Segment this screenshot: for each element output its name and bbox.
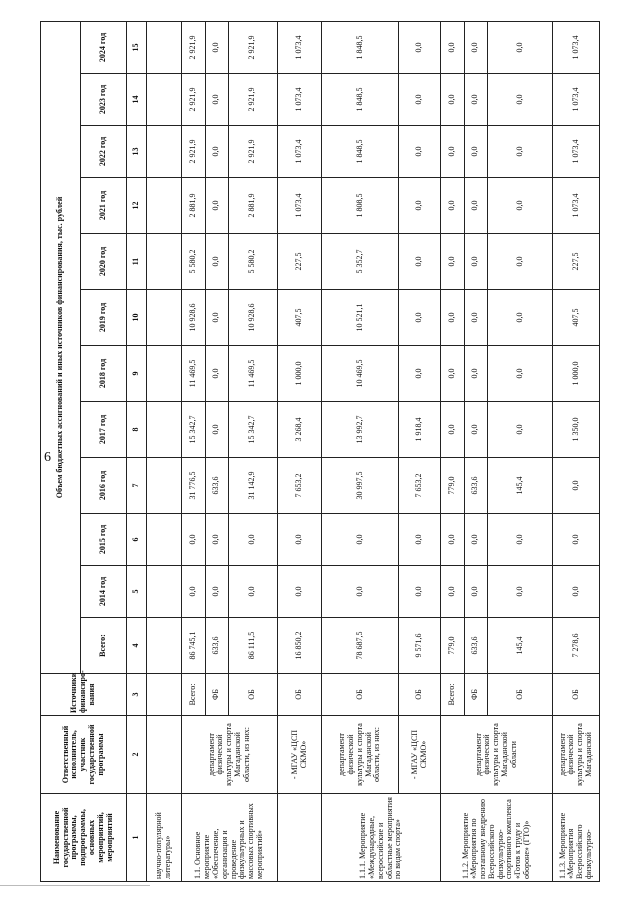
value-cell: 2 921,9 xyxy=(228,74,277,126)
value-cell: 0,0 xyxy=(182,566,205,618)
header-year: 2016 год xyxy=(80,458,127,514)
value-cell: 0,0 xyxy=(205,234,228,290)
source-cell: ОБ xyxy=(228,674,277,716)
value-cell: 0,0 xyxy=(441,178,464,234)
value-cell: 1 073,4 xyxy=(553,74,600,126)
value-cell: 0,0 xyxy=(399,234,441,290)
value-cell: 0,0 xyxy=(205,126,228,178)
column-index: 3 xyxy=(127,674,147,716)
value-cell: 31 776,5 xyxy=(182,458,205,514)
value-cell: 0,0 xyxy=(205,402,228,458)
value-cell: 0,0 xyxy=(205,566,228,618)
value-cell: 0,0 xyxy=(399,346,441,402)
value-cell: 0,0 xyxy=(553,514,600,566)
value-cell: 779,0 xyxy=(441,618,464,674)
source-cell: ОБ xyxy=(322,674,399,716)
value-cell: 0,0 xyxy=(441,234,464,290)
value-cell: 1 000,0 xyxy=(277,346,321,402)
value-cell: 0,0 xyxy=(228,566,277,618)
value-cell: 2 881,9 xyxy=(228,178,277,234)
value-cell: 1 073,4 xyxy=(553,126,600,178)
value-cell: 0,0 xyxy=(277,514,321,566)
header-year: 2023 год xyxy=(80,74,127,126)
value-cell: 7 278,6 xyxy=(553,618,600,674)
value-cell: 0,0 xyxy=(399,514,441,566)
program-name-cell: научно-популярной литературы» xyxy=(147,794,182,882)
program-name-cell: 1.1.2. Мероприятие «Мероприятия по поэтапному внедрению Всероссийского физкультурно-спортивного комплекса «Готов к труду и обороне» (ГТО)» xyxy=(441,794,553,882)
value-cell: 9 571,6 xyxy=(399,618,441,674)
header-executor: Ответственный исполнитель, участник государственной программы xyxy=(41,716,127,794)
value-cell: 145,4 xyxy=(487,458,552,514)
value-cell: 0,0 xyxy=(487,234,552,290)
table-row xyxy=(182,21,205,881)
value-cell: 145,4 xyxy=(487,618,552,674)
value-cell: 11 469,5 xyxy=(182,346,205,402)
value-cell: 0,0 xyxy=(182,514,205,566)
column-index: 7 xyxy=(127,458,147,514)
value-cell: 0,0 xyxy=(464,346,487,402)
value-cell: 0,0 xyxy=(399,126,441,178)
value-cell: 2 881,9 xyxy=(182,178,205,234)
value-cell: 779,0 xyxy=(441,458,464,514)
value-cell: 10 928,6 xyxy=(182,290,205,346)
value-cell: 0,0 xyxy=(399,21,441,73)
program-name-cell: 1.1.3. Мероприятие «Мероприятия Всероссийского физкультурно- xyxy=(553,794,600,882)
value-cell: 0,0 xyxy=(322,566,399,618)
column-index: 2 xyxy=(127,716,147,794)
column-index: 14 xyxy=(127,74,147,126)
column-index: 4 xyxy=(127,618,147,674)
column-index: 8 xyxy=(127,402,147,458)
source-cell: Всего: xyxy=(441,674,464,716)
header-name: Наименование государственной программы, подпрограммы, основных мероприятий, мероприятий xyxy=(41,794,127,882)
value-cell: 0,0 xyxy=(277,566,321,618)
executor-cell: департамент физической культуры и спорта Магаданской области, из них: xyxy=(182,716,278,794)
value-cell: 10 469,5 xyxy=(322,346,399,402)
scan-edge-line xyxy=(0,885,150,886)
value-cell: 0,0 xyxy=(464,178,487,234)
value-cell: 0,0 xyxy=(464,290,487,346)
column-index: 15 xyxy=(127,21,147,73)
value-cell: 0,0 xyxy=(441,402,464,458)
source-cell: ФБ xyxy=(205,674,228,716)
value-cell: 0,0 xyxy=(464,21,487,73)
value-cell: 78 687,5 xyxy=(322,618,399,674)
header-total: Всего: xyxy=(80,618,127,674)
column-index: 12 xyxy=(127,178,147,234)
value-cell: 5 580,2 xyxy=(228,234,277,290)
program-name-cell: 1.1.1. Мероприятие «Международные, всероссийские и областные мероприятия по видам спорта» xyxy=(322,794,441,882)
header-year: 2015 год xyxy=(80,514,127,566)
value-cell: 0,0 xyxy=(322,514,399,566)
value-cell: 0,0 xyxy=(441,346,464,402)
source-cell: ОБ xyxy=(399,674,441,716)
column-index: 6 xyxy=(127,514,147,566)
header-source: Источники финансиро-вания xyxy=(41,674,127,716)
value-cell: 0,0 xyxy=(487,290,552,346)
value-cell: 0,0 xyxy=(487,178,552,234)
value-cell: 1 000,0 xyxy=(553,346,600,402)
value-cell: 11 469,5 xyxy=(228,346,277,402)
value-cell: 0,0 xyxy=(487,346,552,402)
header-year: 2014 год xyxy=(80,566,127,618)
table-row xyxy=(441,21,464,881)
executor-cell: департамент физической культуры и спорта Магаданской области, из них: xyxy=(322,716,399,794)
header-year: 2020 год xyxy=(80,234,127,290)
value-cell: 10 928,6 xyxy=(228,290,277,346)
value-cell: 10 521,1 xyxy=(322,290,399,346)
source-cell: ОБ xyxy=(553,674,600,716)
value-cell: 15 342,7 xyxy=(182,402,205,458)
value-cell: 0,0 xyxy=(487,126,552,178)
value-cell: 633,6 xyxy=(464,618,487,674)
value-cell: 86 111,5 xyxy=(228,618,277,674)
header-year: 2019 год xyxy=(80,290,127,346)
rotated-table-container xyxy=(40,22,600,882)
funding-table xyxy=(40,21,600,882)
header-year: 2022 год xyxy=(80,126,127,178)
value-cell: 0,0 xyxy=(205,178,228,234)
value-cell: 0,0 xyxy=(441,21,464,73)
value-cell: 1 350,0 xyxy=(553,402,600,458)
value-cell: 30 997,5 xyxy=(322,458,399,514)
source-cell: ОБ xyxy=(487,674,552,716)
header-year: 2024 год xyxy=(80,21,127,73)
value-cell: 1 073,4 xyxy=(277,21,321,73)
value-cell: 0,0 xyxy=(205,74,228,126)
column-index: 13 xyxy=(127,126,147,178)
value-cell: 407,5 xyxy=(553,290,600,346)
value-cell: 1 073,4 xyxy=(553,178,600,234)
value-cell: 0,0 xyxy=(464,126,487,178)
value-cell: 227,5 xyxy=(553,234,600,290)
value-cell: 2 921,9 xyxy=(182,126,205,178)
value-cell: 0,0 xyxy=(205,514,228,566)
source-cell: ОБ xyxy=(277,674,321,716)
value-cell: 7 653,2 xyxy=(399,458,441,514)
source-cell: ФБ xyxy=(464,674,487,716)
value-cell: 86 745,1 xyxy=(182,618,205,674)
value-cell: 0,0 xyxy=(487,514,552,566)
value-cell: 0,0 xyxy=(464,234,487,290)
value-cell: 1 848,5 xyxy=(322,21,399,73)
table-row xyxy=(147,21,182,881)
header-year: 2018 год xyxy=(80,346,127,402)
value-cell: 0,0 xyxy=(205,290,228,346)
column-index: 1 xyxy=(127,794,147,882)
executor-cell: департамент физической культуры и спорта Магаданской области xyxy=(441,716,553,794)
header-year: 2017 год xyxy=(80,402,127,458)
value-cell: 5 580,2 xyxy=(182,234,205,290)
value-cell: 16 850,2 xyxy=(277,618,321,674)
value-cell: 0,0 xyxy=(205,21,228,73)
value-cell: 13 992,7 xyxy=(322,402,399,458)
value-cell: 2 921,9 xyxy=(228,21,277,73)
value-cell: 1 918,4 xyxy=(399,402,441,458)
program-name-cell: 1.1. Основное мероприятие «Обеспечение, организация и проведение физкультурных и массовых спортивных мероприятий» xyxy=(182,794,278,882)
value-cell: 0,0 xyxy=(441,290,464,346)
value-cell: 0,0 xyxy=(487,566,552,618)
value-cell: 0,0 xyxy=(399,566,441,618)
table-row xyxy=(322,21,399,881)
value-cell: 5 352,7 xyxy=(322,234,399,290)
value-cell: 0,0 xyxy=(487,402,552,458)
value-cell: 1 073,4 xyxy=(553,21,600,73)
value-cell: 0,0 xyxy=(553,566,600,618)
column-index-row xyxy=(127,21,147,881)
value-cell: 15 342,7 xyxy=(228,402,277,458)
header-funding-title: Объем бюджетных ассигнований и иных источников финансирования, тыс. рублей xyxy=(41,21,81,673)
value-cell: 0,0 xyxy=(441,126,464,178)
value-cell: 0,0 xyxy=(464,74,487,126)
value-cell: 0,0 xyxy=(487,21,552,73)
executor-cell: - МГАУ «ЦСП СКМО» xyxy=(277,716,321,794)
value-cell: 0,0 xyxy=(464,566,487,618)
value-cell: 633,6 xyxy=(205,618,228,674)
value-cell: 407,5 xyxy=(277,290,321,346)
executor-cell: департамент физической культуры и спорта Магаданской xyxy=(553,716,600,794)
value-cell: 0,0 xyxy=(205,346,228,402)
value-cell: 1 073,4 xyxy=(277,126,321,178)
value-cell: 0,0 xyxy=(441,514,464,566)
value-cell: 0,0 xyxy=(441,74,464,126)
table-row xyxy=(399,21,441,881)
value-cell: 31 142,9 xyxy=(228,458,277,514)
value-cell: 1 808,5 xyxy=(322,178,399,234)
column-index: 11 xyxy=(127,234,147,290)
value-cell: 0,0 xyxy=(399,178,441,234)
page-number: 6 xyxy=(44,450,51,465)
value-cell: 1 848,5 xyxy=(322,126,399,178)
value-cell: 227,5 xyxy=(277,234,321,290)
header-year: 2021 год xyxy=(80,178,127,234)
value-cell: 1 073,4 xyxy=(277,74,321,126)
table-row xyxy=(553,21,600,881)
value-cell: 0,0 xyxy=(553,458,600,514)
value-cell: 1 848,5 xyxy=(322,74,399,126)
column-index: 10 xyxy=(127,290,147,346)
value-cell: 0,0 xyxy=(399,74,441,126)
value-cell: 1 073,4 xyxy=(277,178,321,234)
value-cell: 7 653,2 xyxy=(277,458,321,514)
column-index: 5 xyxy=(127,566,147,618)
value-cell: 2 921,9 xyxy=(182,74,205,126)
source-cell: Всего: xyxy=(182,674,205,716)
value-cell: 2 921,9 xyxy=(228,126,277,178)
value-cell: 0,0 xyxy=(464,402,487,458)
value-cell: 0,0 xyxy=(464,514,487,566)
value-cell: 2 921,9 xyxy=(182,21,205,73)
value-cell: 0,0 xyxy=(441,566,464,618)
column-index: 9 xyxy=(127,346,147,402)
value-cell: 0,0 xyxy=(487,74,552,126)
value-cell: 633,6 xyxy=(205,458,228,514)
value-cell: 0,0 xyxy=(399,290,441,346)
value-cell: 3 268,4 xyxy=(277,402,321,458)
table-row xyxy=(277,21,321,881)
value-cell: 633,6 xyxy=(464,458,487,514)
executor-cell: - МГАУ «ЦСП СКМО» xyxy=(399,716,441,794)
value-cell: 0,0 xyxy=(228,514,277,566)
